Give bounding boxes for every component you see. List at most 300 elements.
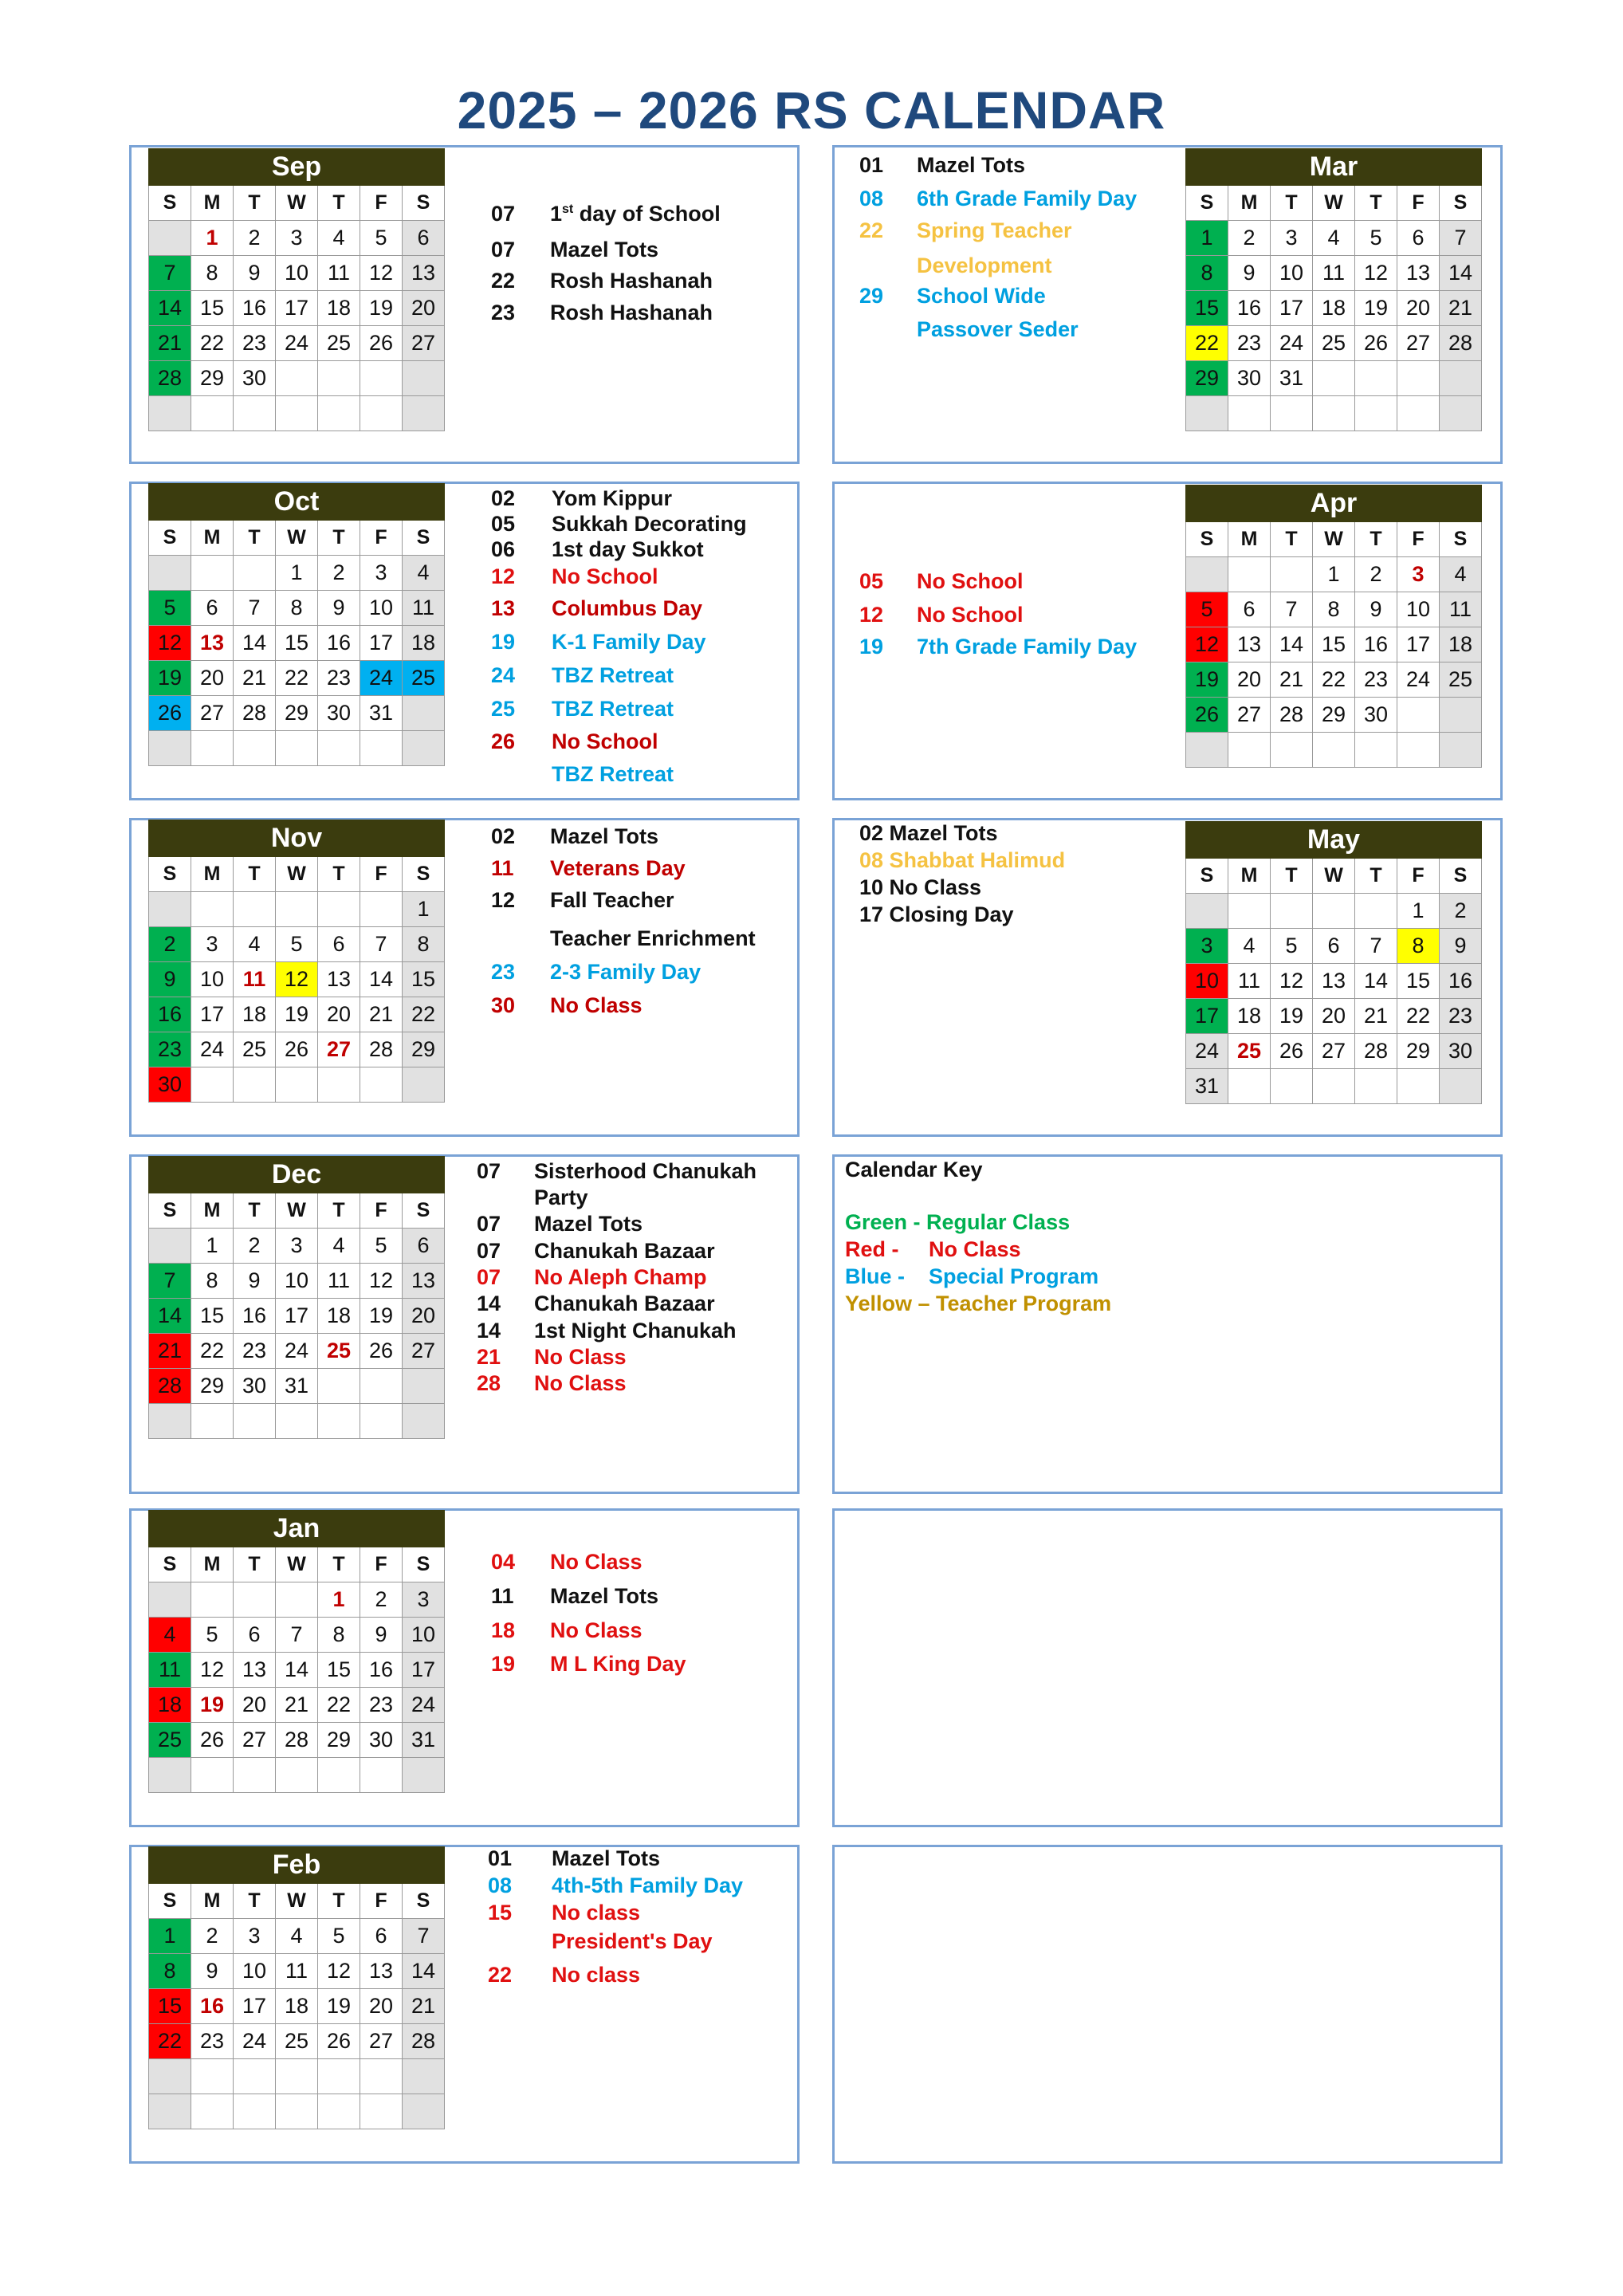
day-cell[interactable]: 14 bbox=[403, 1954, 445, 1989]
day-cell[interactable]: 27 bbox=[1397, 326, 1440, 361]
day-cell[interactable]: 16 bbox=[149, 997, 191, 1032]
day-cell[interactable]: 13 bbox=[360, 1954, 403, 1989]
day-cell[interactable]: 3 bbox=[1397, 557, 1440, 592]
day-cell[interactable]: 16 bbox=[1355, 627, 1397, 662]
day-cell[interactable]: 11 bbox=[1228, 964, 1271, 999]
month-header: Dec bbox=[149, 1157, 445, 1193]
day-cell[interactable]: 30 bbox=[234, 1369, 276, 1404]
day-cell[interactable]: 12 bbox=[318, 1954, 360, 1989]
day-cell[interactable]: 3 bbox=[234, 1919, 276, 1954]
day-cell[interactable]: 29 bbox=[403, 1032, 445, 1067]
day-cell[interactable]: 28 bbox=[360, 1032, 403, 1067]
day-cell[interactable]: 5 bbox=[360, 1229, 403, 1264]
day-cell[interactable]: 3 bbox=[1186, 929, 1228, 964]
day-cell[interactable]: 25 bbox=[403, 661, 445, 696]
day-cell[interactable]: 5 bbox=[1355, 221, 1397, 256]
day-cell[interactable]: 21 bbox=[403, 1989, 445, 2024]
day-cell[interactable]: 20 bbox=[1313, 999, 1355, 1034]
day-cell[interactable]: 8 bbox=[191, 256, 234, 291]
day-cell[interactable]: 16 bbox=[234, 291, 276, 326]
day-cell[interactable]: 10 bbox=[1186, 964, 1228, 999]
day-cell[interactable]: 7 bbox=[149, 1264, 191, 1299]
day-cell[interactable]: 13 bbox=[403, 1264, 445, 1299]
day-cell[interactable]: 15 bbox=[276, 626, 318, 661]
day-cell[interactable]: 30 bbox=[360, 1723, 403, 1758]
empty-cell bbox=[191, 2059, 234, 2094]
day-cell[interactable]: 9 bbox=[234, 1264, 276, 1299]
day-cell[interactable]: 4 bbox=[234, 927, 276, 962]
day-cell[interactable]: 27 bbox=[191, 696, 234, 731]
day-cell[interactable]: 2 bbox=[234, 1229, 276, 1264]
day-cell[interactable]: 15 bbox=[318, 1653, 360, 1688]
day-cell[interactable]: 18 bbox=[149, 1688, 191, 1723]
day-cell[interactable]: 2 bbox=[191, 1919, 234, 1954]
day-cell[interactable]: 10 bbox=[276, 1264, 318, 1299]
day-cell[interactable]: 5 bbox=[1271, 929, 1313, 964]
day-cell[interactable]: 9 bbox=[1440, 929, 1482, 964]
day-cell[interactable]: 28 bbox=[403, 2024, 445, 2059]
day-cell[interactable]: 24 bbox=[276, 1334, 318, 1369]
day-cell[interactable]: 24 bbox=[1397, 662, 1440, 698]
day-cell[interactable]: 8 bbox=[1313, 592, 1355, 627]
day-cell[interactable]: 23 bbox=[234, 1334, 276, 1369]
day-cell[interactable]: 9 bbox=[1355, 592, 1397, 627]
day-cell[interactable]: 23 bbox=[234, 326, 276, 361]
day-cell[interactable]: 29 bbox=[1313, 698, 1355, 733]
day-cell[interactable]: 2 bbox=[1440, 894, 1482, 929]
day-cell[interactable]: 24 bbox=[403, 1688, 445, 1723]
day-cell[interactable]: 18 bbox=[318, 1299, 360, 1334]
event-date: 19 bbox=[859, 635, 884, 659]
day-cell[interactable]: 6 bbox=[1397, 221, 1440, 256]
day-cell[interactable]: 12 bbox=[1355, 256, 1397, 291]
day-cell[interactable]: 3 bbox=[403, 1582, 445, 1618]
day-cell[interactable]: 2 bbox=[149, 927, 191, 962]
day-cell[interactable]: 26 bbox=[276, 1032, 318, 1067]
day-cell[interactable]: 28 bbox=[149, 1369, 191, 1404]
day-cell[interactable]: 29 bbox=[191, 361, 234, 396]
day-cell[interactable]: 14 bbox=[276, 1653, 318, 1688]
event-date: 12 bbox=[491, 888, 516, 912]
day-cell[interactable]: 26 bbox=[1186, 698, 1228, 733]
day-cell[interactable]: 6 bbox=[318, 927, 360, 962]
day-cell[interactable]: 20 bbox=[1228, 662, 1271, 698]
day-cell[interactable]: 14 bbox=[1271, 627, 1313, 662]
day-cell[interactable]: 4 bbox=[318, 1229, 360, 1264]
day-cell[interactable]: 17 bbox=[360, 626, 403, 661]
day-cell[interactable]: 28 bbox=[1355, 1034, 1397, 1069]
day-cell[interactable]: 15 bbox=[1313, 627, 1355, 662]
empty-cell bbox=[1355, 733, 1397, 768]
day-cell[interactable]: 24 bbox=[276, 326, 318, 361]
day-cell[interactable]: 29 bbox=[191, 1369, 234, 1404]
day-cell[interactable]: 14 bbox=[149, 291, 191, 326]
day-cell[interactable]: 19 bbox=[360, 291, 403, 326]
day-cell[interactable]: 24 bbox=[1271, 326, 1313, 361]
day-cell[interactable]: 18 bbox=[1313, 291, 1355, 326]
day-cell[interactable]: 10 bbox=[1397, 592, 1440, 627]
day-cell[interactable]: 19 bbox=[360, 1299, 403, 1334]
day-cell[interactable]: 24 bbox=[234, 2024, 276, 2059]
day-cell[interactable]: 6 bbox=[403, 221, 445, 256]
day-cell[interactable]: 29 bbox=[318, 1723, 360, 1758]
day-cell[interactable]: 17 bbox=[1271, 291, 1313, 326]
day-cell[interactable]: 29 bbox=[276, 696, 318, 731]
day-cell[interactable]: 27 bbox=[403, 326, 445, 361]
day-cell[interactable]: 14 bbox=[149, 1299, 191, 1334]
day-cell[interactable]: 18 bbox=[234, 997, 276, 1032]
day-cell[interactable]: 19 bbox=[1355, 291, 1397, 326]
day-cell[interactable]: 20 bbox=[403, 1299, 445, 1334]
day-cell[interactable]: 7 bbox=[276, 1618, 318, 1653]
day-cell[interactable]: 5 bbox=[149, 591, 191, 626]
day-cell[interactable]: 17 bbox=[403, 1653, 445, 1688]
day-cell[interactable]: 11 bbox=[234, 962, 276, 997]
day-cell[interactable]: 31 bbox=[1186, 1069, 1228, 1104]
weekday-label: M bbox=[191, 1547, 234, 1582]
day-cell[interactable]: 12 bbox=[1186, 627, 1228, 662]
day-cell[interactable]: 5 bbox=[360, 221, 403, 256]
day-cell[interactable]: 13 bbox=[191, 626, 234, 661]
empty-cell bbox=[1186, 894, 1228, 929]
empty-cell bbox=[191, 1404, 234, 1439]
day-cell[interactable]: 21 bbox=[276, 1688, 318, 1723]
day-cell[interactable]: 29 bbox=[1397, 1034, 1440, 1069]
day-cell[interactable]: 6 bbox=[1228, 592, 1271, 627]
day-cell[interactable]: 20 bbox=[318, 997, 360, 1032]
day-cell[interactable]: 2 bbox=[1228, 221, 1271, 256]
day-cell[interactable]: 30 bbox=[1355, 698, 1397, 733]
day-cell[interactable]: 8 bbox=[276, 591, 318, 626]
day-cell[interactable]: 20 bbox=[191, 661, 234, 696]
day-cell[interactable]: 22 bbox=[191, 1334, 234, 1369]
day-cell[interactable]: 12 bbox=[149, 626, 191, 661]
day-cell[interactable]: 4 bbox=[1313, 221, 1355, 256]
day-cell[interactable]: 1 bbox=[191, 1229, 234, 1264]
day-cell[interactable]: 14 bbox=[234, 626, 276, 661]
day-cell[interactable]: 30 bbox=[234, 361, 276, 396]
day-cell[interactable]: 16 bbox=[191, 1989, 234, 2024]
day-cell[interactable]: 24 bbox=[360, 661, 403, 696]
day-cell[interactable]: 17 bbox=[1397, 627, 1440, 662]
day-cell[interactable]: 5 bbox=[276, 927, 318, 962]
day-cell[interactable]: 30 bbox=[318, 696, 360, 731]
empty-cell bbox=[276, 396, 318, 431]
day-cell[interactable]: 3 bbox=[191, 927, 234, 962]
day-cell[interactable]: 10 bbox=[191, 962, 234, 997]
day-cell[interactable]: 22 bbox=[1313, 662, 1355, 698]
day-cell[interactable]: 25 bbox=[149, 1723, 191, 1758]
day-cell[interactable]: 3 bbox=[1271, 221, 1313, 256]
day-cell[interactable]: 21 bbox=[149, 1334, 191, 1369]
day-cell[interactable]: 26 bbox=[1355, 326, 1397, 361]
day-cell[interactable]: 24 bbox=[1186, 1034, 1228, 1069]
day-cell[interactable]: 15 bbox=[191, 291, 234, 326]
day-cell[interactable]: 26 bbox=[191, 1723, 234, 1758]
day-cell[interactable]: 14 bbox=[1440, 256, 1482, 291]
day-cell[interactable]: 1 bbox=[149, 1919, 191, 1954]
day-cell[interactable]: 23 bbox=[1440, 999, 1482, 1034]
day-cell[interactable]: 16 bbox=[1228, 291, 1271, 326]
day-cell[interactable]: 10 bbox=[403, 1618, 445, 1653]
day-cell[interactable]: 4 bbox=[1228, 929, 1271, 964]
day-cell[interactable]: 27 bbox=[360, 2024, 403, 2059]
day-cell[interactable]: 10 bbox=[276, 256, 318, 291]
day-cell[interactable]: 21 bbox=[1355, 999, 1397, 1034]
day-cell[interactable]: 23 bbox=[360, 1688, 403, 1723]
day-cell[interactable]: 28 bbox=[276, 1723, 318, 1758]
day-cell[interactable]: 12 bbox=[360, 1264, 403, 1299]
day-cell[interactable]: 1 bbox=[1313, 557, 1355, 592]
day-cell[interactable]: 7 bbox=[360, 927, 403, 962]
day-cell[interactable]: 13 bbox=[403, 256, 445, 291]
empty-cell bbox=[1271, 1069, 1313, 1104]
day-cell[interactable]: 12 bbox=[1271, 964, 1313, 999]
day-cell[interactable]: 16 bbox=[234, 1299, 276, 1334]
day-cell[interactable]: 22 bbox=[149, 2024, 191, 2059]
day-cell[interactable]: 15 bbox=[149, 1989, 191, 2024]
day-cell[interactable]: 16 bbox=[318, 626, 360, 661]
day-cell[interactable]: 7 bbox=[403, 1919, 445, 1954]
day-cell[interactable]: 19 bbox=[191, 1688, 234, 1723]
day-cell[interactable]: 13 bbox=[1313, 964, 1355, 999]
day-cell[interactable]: 25 bbox=[1313, 326, 1355, 361]
day-cell[interactable]: 22 bbox=[1186, 326, 1228, 361]
day-cell[interactable]: 23 bbox=[191, 2024, 234, 2059]
day-cell[interactable]: 1 bbox=[1186, 221, 1228, 256]
day-cell[interactable]: 8 bbox=[1186, 256, 1228, 291]
day-cell[interactable]: 1 bbox=[403, 892, 445, 927]
month-calendar-apr bbox=[1185, 485, 1482, 768]
day-cell[interactable]: 6 bbox=[403, 1229, 445, 1264]
day-cell[interactable]: 28 bbox=[1271, 698, 1313, 733]
day-cell[interactable]: 31 bbox=[403, 1723, 445, 1758]
day-cell[interactable]: 13 bbox=[1397, 256, 1440, 291]
day-cell[interactable]: 27 bbox=[234, 1723, 276, 1758]
day-cell[interactable]: 27 bbox=[318, 1032, 360, 1067]
day-cell[interactable]: 18 bbox=[1440, 627, 1482, 662]
day-cell[interactable]: 6 bbox=[1313, 929, 1355, 964]
day-cell[interactable]: 30 bbox=[149, 1067, 191, 1103]
day-cell[interactable]: 4 bbox=[403, 556, 445, 591]
empty-cell bbox=[360, 2094, 403, 2129]
day-cell[interactable]: 26 bbox=[360, 326, 403, 361]
day-cell[interactable]: 9 bbox=[360, 1618, 403, 1653]
day-cell[interactable]: 7 bbox=[1440, 221, 1482, 256]
day-cell[interactable]: 8 bbox=[1397, 929, 1440, 964]
day-cell[interactable]: 21 bbox=[1271, 662, 1313, 698]
day-cell[interactable]: 26 bbox=[360, 1334, 403, 1369]
day-cell[interactable]: 7 bbox=[149, 256, 191, 291]
day-cell[interactable]: 4 bbox=[318, 221, 360, 256]
day-cell[interactable]: 1 bbox=[318, 1582, 360, 1618]
day-cell[interactable]: 25 bbox=[276, 2024, 318, 2059]
day-cell[interactable]: 21 bbox=[234, 661, 276, 696]
day-cell[interactable]: 23 bbox=[149, 1032, 191, 1067]
day-cell[interactable]: 11 bbox=[318, 1264, 360, 1299]
day-cell[interactable]: 2 bbox=[318, 556, 360, 591]
day-cell[interactable]: 28 bbox=[1440, 326, 1482, 361]
day-cell[interactable]: 4 bbox=[1440, 557, 1482, 592]
day-cell[interactable]: 19 bbox=[1186, 662, 1228, 698]
day-cell[interactable]: 13 bbox=[318, 962, 360, 997]
day-cell[interactable]: 31 bbox=[360, 696, 403, 731]
day-cell[interactable]: 15 bbox=[403, 962, 445, 997]
day-cell[interactable]: 3 bbox=[276, 221, 318, 256]
day-cell[interactable]: 28 bbox=[149, 361, 191, 396]
day-cell[interactable]: 4 bbox=[149, 1618, 191, 1653]
day-cell[interactable]: 12 bbox=[191, 1653, 234, 1688]
day-cell[interactable]: 22 bbox=[276, 661, 318, 696]
weekday-label: S bbox=[403, 1547, 445, 1582]
day-cell[interactable]: 9 bbox=[1228, 256, 1271, 291]
day-cell[interactable]: 19 bbox=[149, 661, 191, 696]
day-cell[interactable]: 3 bbox=[360, 556, 403, 591]
day-cell[interactable]: 22 bbox=[1397, 999, 1440, 1034]
event-label: 1st day Sukkot bbox=[552, 537, 704, 561]
event-date: 01 bbox=[859, 153, 884, 177]
day-cell[interactable]: 22 bbox=[318, 1688, 360, 1723]
day-cell[interactable]: 21 bbox=[149, 326, 191, 361]
day-cell[interactable]: 17 bbox=[191, 997, 234, 1032]
day-cell[interactable]: 8 bbox=[318, 1618, 360, 1653]
day-cell[interactable]: 15 bbox=[1397, 964, 1440, 999]
day-cell[interactable]: 11 bbox=[318, 256, 360, 291]
day-cell[interactable]: 25 bbox=[318, 326, 360, 361]
day-cell[interactable]: 17 bbox=[276, 1299, 318, 1334]
day-cell[interactable]: 20 bbox=[360, 1989, 403, 2024]
day-cell[interactable]: 19 bbox=[276, 997, 318, 1032]
day-cell[interactable]: 13 bbox=[1228, 627, 1271, 662]
day-cell[interactable]: 7 bbox=[1271, 592, 1313, 627]
calendar-panel bbox=[832, 1508, 1503, 1827]
day-cell[interactable]: 4 bbox=[276, 1919, 318, 1954]
day-cell[interactable]: 13 bbox=[234, 1653, 276, 1688]
day-cell[interactable]: 23 bbox=[1228, 326, 1271, 361]
day-cell[interactable]: 19 bbox=[1271, 999, 1313, 1034]
day-cell[interactable]: 27 bbox=[403, 1334, 445, 1369]
day-cell[interactable]: 20 bbox=[403, 291, 445, 326]
day-cell[interactable]: 8 bbox=[149, 1954, 191, 1989]
day-cell[interactable]: 27 bbox=[1313, 1034, 1355, 1069]
day-cell[interactable]: 9 bbox=[149, 962, 191, 997]
weekday-label: M bbox=[191, 521, 234, 556]
day-cell[interactable]: 7 bbox=[234, 591, 276, 626]
day-cell[interactable]: 29 bbox=[1186, 361, 1228, 396]
day-cell[interactable]: 18 bbox=[318, 291, 360, 326]
empty-cell bbox=[191, 1582, 234, 1618]
event-label: 2-3 Family Day bbox=[550, 960, 701, 984]
day-cell[interactable]: 10 bbox=[234, 1954, 276, 1989]
month-calendar-mar bbox=[1185, 148, 1482, 431]
day-cell[interactable]: 5 bbox=[191, 1618, 234, 1653]
day-cell[interactable]: 25 bbox=[1440, 662, 1482, 698]
day-cell[interactable]: 27 bbox=[1228, 698, 1271, 733]
day-cell[interactable]: 10 bbox=[360, 591, 403, 626]
event-label: 17 Closing Day bbox=[859, 902, 1014, 926]
day-cell[interactable]: 17 bbox=[234, 1989, 276, 2024]
empty-cell bbox=[149, 892, 191, 927]
day-cell[interactable]: 6 bbox=[234, 1618, 276, 1653]
day-cell[interactable]: 25 bbox=[234, 1032, 276, 1067]
day-cell[interactable]: 12 bbox=[360, 256, 403, 291]
day-cell[interactable]: 23 bbox=[1355, 662, 1397, 698]
day-cell[interactable]: 11 bbox=[403, 591, 445, 626]
day-cell[interactable]: 26 bbox=[318, 2024, 360, 2059]
day-cell[interactable]: 23 bbox=[318, 661, 360, 696]
day-cell[interactable]: 17 bbox=[1186, 999, 1228, 1034]
day-cell[interactable]: 18 bbox=[403, 626, 445, 661]
day-cell[interactable]: 8 bbox=[403, 927, 445, 962]
day-cell[interactable]: 1 bbox=[191, 221, 234, 256]
day-cell[interactable]: 6 bbox=[360, 1919, 403, 1954]
day-cell[interactable]: 25 bbox=[318, 1334, 360, 1369]
day-cell[interactable]: 2 bbox=[360, 1582, 403, 1618]
day-cell[interactable]: 11 bbox=[1440, 592, 1482, 627]
day-cell[interactable]: 30 bbox=[1228, 361, 1271, 396]
day-cell[interactable]: 15 bbox=[191, 1299, 234, 1334]
day-cell[interactable]: 1 bbox=[1397, 894, 1440, 929]
day-cell[interactable]: 9 bbox=[234, 256, 276, 291]
day-cell[interactable]: 10 bbox=[1271, 256, 1313, 291]
day-cell[interactable]: 26 bbox=[1271, 1034, 1313, 1069]
day-cell[interactable]: 20 bbox=[234, 1688, 276, 1723]
day-cell[interactable]: 31 bbox=[276, 1369, 318, 1404]
day-cell[interactable]: 8 bbox=[191, 1264, 234, 1299]
day-cell[interactable]: 7 bbox=[1355, 929, 1397, 964]
empty-cell bbox=[1440, 698, 1482, 733]
day-cell[interactable]: 9 bbox=[191, 1954, 234, 1989]
day-cell[interactable]: 21 bbox=[1440, 291, 1482, 326]
day-cell[interactable]: 11 bbox=[149, 1653, 191, 1688]
day-cell[interactable]: 21 bbox=[360, 997, 403, 1032]
day-cell[interactable]: 22 bbox=[191, 326, 234, 361]
day-cell[interactable]: 18 bbox=[1228, 999, 1271, 1034]
day-cell[interactable]: 24 bbox=[191, 1032, 234, 1067]
day-cell[interactable]: 14 bbox=[1355, 964, 1397, 999]
day-cell[interactable]: 11 bbox=[276, 1954, 318, 1989]
day-cell[interactable]: 28 bbox=[234, 696, 276, 731]
day-cell[interactable]: 2 bbox=[1355, 557, 1397, 592]
day-cell[interactable]: 1 bbox=[276, 556, 318, 591]
day-cell[interactable]: 6 bbox=[191, 591, 234, 626]
day-cell[interactable]: 2 bbox=[234, 221, 276, 256]
day-cell[interactable]: 19 bbox=[318, 1989, 360, 2024]
day-cell[interactable]: 16 bbox=[1440, 964, 1482, 999]
day-cell[interactable]: 17 bbox=[276, 291, 318, 326]
weekday-label: F bbox=[360, 1193, 403, 1229]
day-cell[interactable]: 26 bbox=[149, 696, 191, 731]
day-cell[interactable]: 18 bbox=[276, 1989, 318, 2024]
day-cell[interactable]: 30 bbox=[1440, 1034, 1482, 1069]
day-cell[interactable]: 3 bbox=[276, 1229, 318, 1264]
day-cell[interactable]: 5 bbox=[1186, 592, 1228, 627]
day-cell[interactable]: 20 bbox=[1397, 291, 1440, 326]
day-cell[interactable]: 16 bbox=[360, 1653, 403, 1688]
day-cell[interactable]: 9 bbox=[318, 591, 360, 626]
empty-cell bbox=[149, 556, 191, 591]
day-cell[interactable]: 15 bbox=[1186, 291, 1228, 326]
day-cell[interactable]: 25 bbox=[1228, 1034, 1271, 1069]
day-cell[interactable]: 22 bbox=[403, 997, 445, 1032]
day-cell[interactable]: 11 bbox=[1313, 256, 1355, 291]
empty-cell bbox=[1355, 1069, 1397, 1104]
day-cell[interactable]: 5 bbox=[318, 1919, 360, 1954]
day-cell[interactable]: 14 bbox=[360, 962, 403, 997]
empty-cell bbox=[360, 361, 403, 396]
day-cell[interactable]: 12 bbox=[276, 962, 318, 997]
day-cell[interactable]: 31 bbox=[1271, 361, 1313, 396]
